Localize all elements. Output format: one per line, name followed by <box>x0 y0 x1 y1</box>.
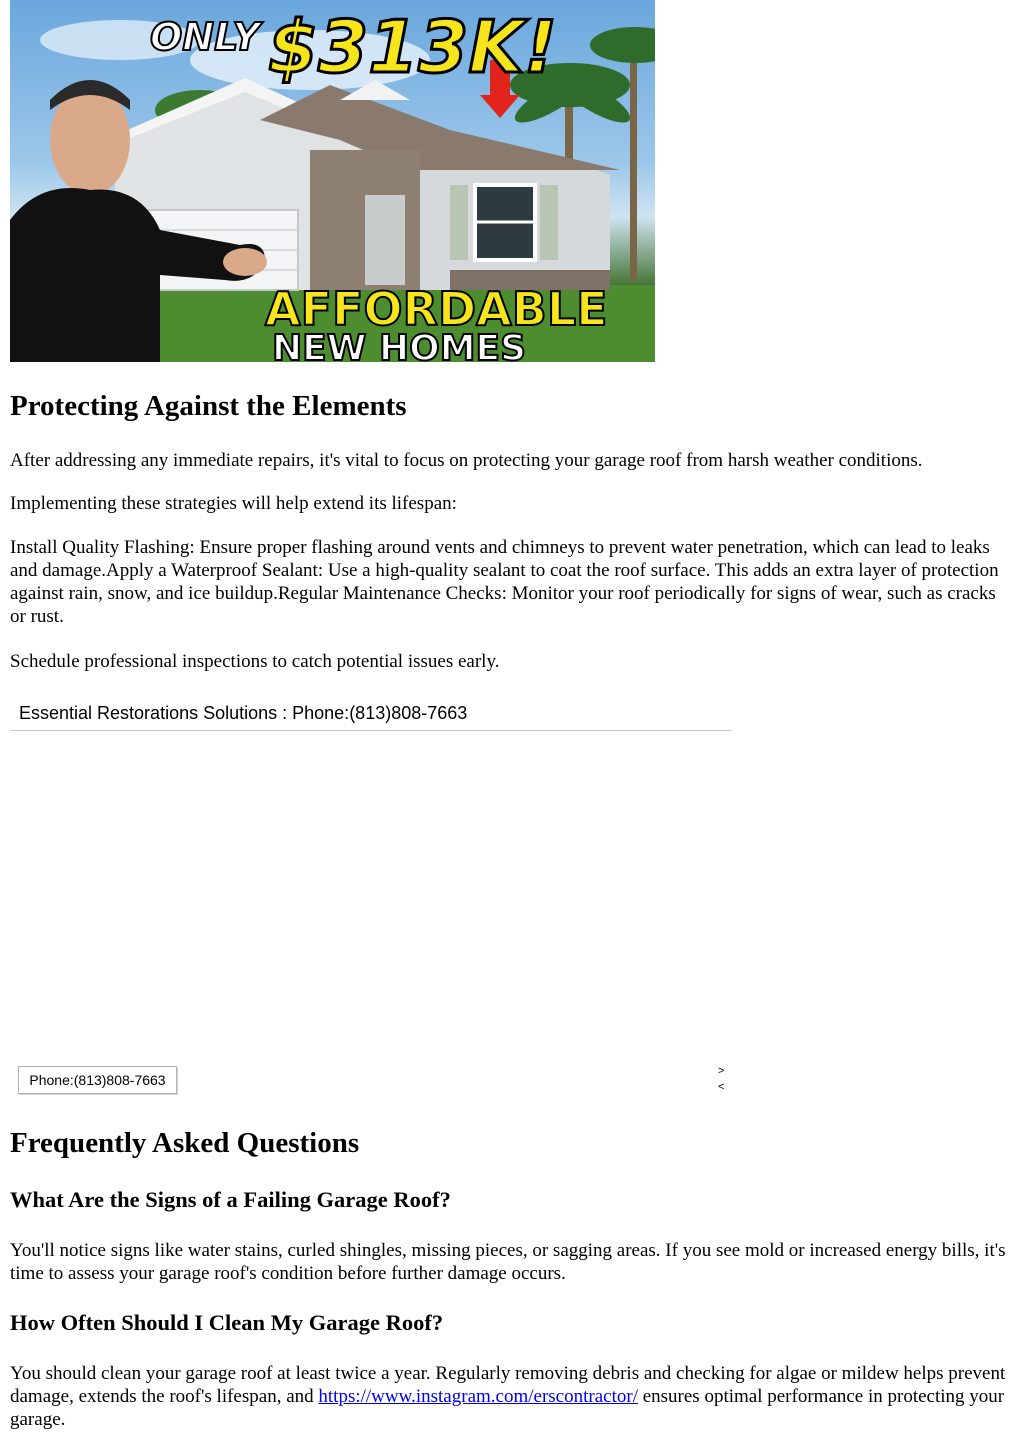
paragraph-inspections: Schedule professional inspections to catch potential issues early. <box>10 651 500 672</box>
hero-text-affordable: AFFORDABLE <box>265 282 608 336</box>
faq-answer-2-text-after: ensures optimal performance in protecting your garage. <box>10 1386 1005 1430</box>
map-widget-title-text: Essential Restorations Solutions : Phone:(813)808-7663 <box>19 703 468 723</box>
next-arrow-icon[interactable]: > <box>718 1065 725 1077</box>
prev-arrow-icon[interactable]: < <box>718 1081 725 1093</box>
faq-answer-2 <box>10 1362 1010 1431</box>
hero-text-new-homes: NEW HOMES <box>272 328 527 362</box>
faq-answer-2-text-before: You should clean your garage roof at least twice a year. Regularly removing debris and checking for algae or mildew helps prevent damage, extends the roof's lifespan, and <box>10 1363 1006 1407</box>
faq-question-2: How Often Should I Clean My Garage Roof? <box>10 1310 444 1335</box>
faq-heading: Frequently Asked Questions <box>10 1127 360 1159</box>
paragraph-strategies: Implementing these strategies will help extend its lifespan: <box>10 493 457 514</box>
faq-answer-1: You'll notice signs like water stains, curled shingles, missing pieces, or sagging areas. If you see mold or increased energy bills, it's time to assess your garage roof's condition before further damage occurs. <box>10 1240 1006 1284</box>
hero-thumbnail <box>10 0 655 362</box>
section-heading-elements: Protecting Against the Elements <box>10 390 407 422</box>
paragraph-strategy-list: Install Quality Flashing: Ensure proper flashing around vents and chimneys to prevent water penetration, which can lead to leaks and damage.Apply a Waterproof Sealant: Use a high-quality sealant to coat the roof surface. This adds an extra layer of protection against rain, snow, and ice buildup.Regular Maintenance Checks: Monitor your roof periodically for signs of wear, such as cracks or rust. <box>10 537 999 627</box>
instagram-link[interactable]: https://www.instagram.com/erscontractor/ <box>318 1386 638 1407</box>
hero-text-price: $313K! <box>268 5 558 89</box>
paragraph-intro: After addressing any immediate repairs, it's vital to focus on protecting your garage roof from harsh weather conditions. <box>10 450 923 471</box>
phone-button[interactable]: Phone:(813)808-7663 <box>18 1066 177 1094</box>
map-widget-title <box>10 700 732 731</box>
house-illustration <box>10 0 655 362</box>
hero-text-only: ONLY <box>150 15 260 59</box>
faq-question-1: What Are the Signs of a Failing Garage Roof? <box>10 1187 451 1212</box>
